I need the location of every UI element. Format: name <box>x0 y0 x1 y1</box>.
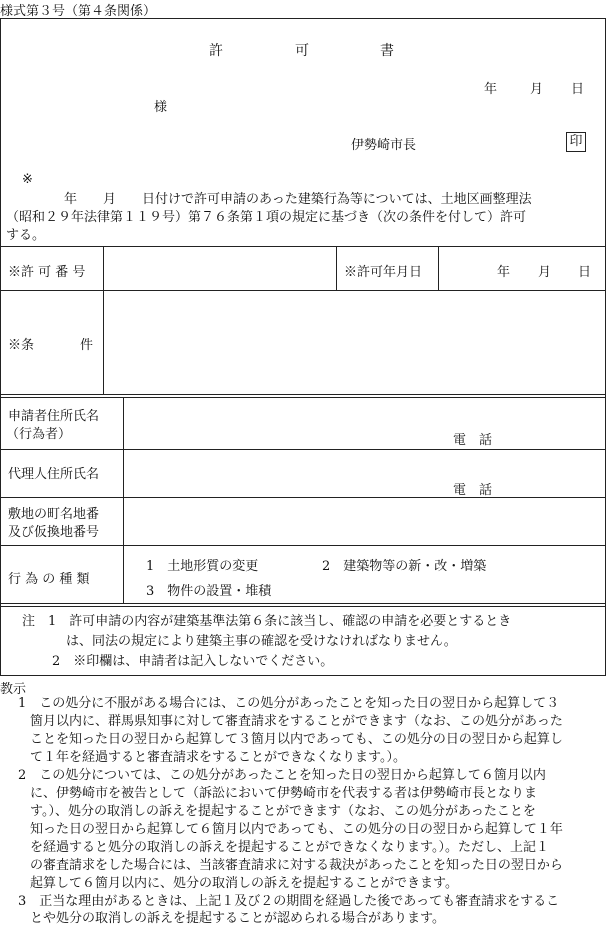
agent-label: 代理人住所氏名 <box>8 467 100 482</box>
note-line-3: 2 ※印欄は、申請者は記入しないでください。 <box>52 654 334 669</box>
row-divider-3b <box>0 397 606 398</box>
instruction-line-7: す。）、処分の取消しの訴えを提起することができます（なお、この処分があったことを <box>30 804 536 819</box>
instruction-line-2: 箇月以内に、群馬県知事に対して審査請求をすることができます（なお、この処分があった <box>30 714 563 729</box>
action-type-label: 行 為 の 種 類 <box>8 572 90 587</box>
col-divider-label <box>103 246 104 394</box>
row-divider-2 <box>0 290 606 291</box>
lot-label-1: 敷地の町名地番 <box>8 507 100 522</box>
col-divider-date-value <box>438 246 439 290</box>
instruction-line-6: に、伊勢崎市を被告として（訴訟において伊勢崎市を代表する者は伊勢崎市長となりま <box>30 786 538 801</box>
conditions-label-a: ※条 <box>8 338 35 353</box>
frame-bottom <box>0 675 606 676</box>
instruction-line-5: 2 この処分については、この処分があったことを知った日の翌日から起算して６箇月以内 <box>18 768 546 783</box>
row-divider-5 <box>0 497 606 498</box>
permit-date-label: ※許可年月日 <box>344 265 423 280</box>
instruction-line-10: の審査請求をした場合には、当該審査請求に対する裁決があったことを知った日の翌日から <box>30 858 563 873</box>
instruction-line-4: て１年を経過すると審査請求をすることができなくなります。）。 <box>30 750 406 765</box>
action-type-3: 3 物件の設置・堆積 <box>146 584 272 599</box>
row-divider-4 <box>0 449 606 450</box>
instruction-line-13: とや処分の取消しの訴えを提起することが認められる場合があります。 <box>30 911 445 926</box>
form-number: 様式第３号（第４条関係） <box>0 4 157 19</box>
instruction-line-3: ことを知った日の翌日から起算して３箇月以内であっても、この処分の日の翌日から起算し <box>30 732 563 747</box>
instruction-heading: 教示 <box>0 682 27 697</box>
addressee-suffix: 様 <box>154 100 168 115</box>
instruction-line-11: 起算して６箇月以内に、処分の取消しの訴えを提起することができます。 <box>30 876 458 891</box>
permit-body-line-2: （昭和２９年法律第１１９号）第７６条第１項の規定に基づき（次の条件を付して）許可 <box>6 210 527 225</box>
permit-body-line-3: する。 <box>6 228 46 243</box>
permit-date-day: 日 <box>578 265 592 280</box>
permit-date-month: 月 <box>538 265 552 280</box>
permit-number-label: ※許 可 番 号 <box>8 265 86 280</box>
asterisk-mark: ※ <box>22 172 33 187</box>
date-day-label: 日 <box>571 82 585 97</box>
title-char-1: 許 <box>209 43 223 59</box>
lot-label-2: 及び仮換地番号 <box>8 525 100 540</box>
action-type-2: 2 建築物等の新・改・増築 <box>322 559 487 574</box>
date-month-label: 月 <box>530 82 544 97</box>
col-divider-applicant <box>123 397 124 603</box>
row-divider-7b <box>0 606 606 607</box>
row-divider-1 <box>0 246 606 247</box>
permit-date-year: 年 <box>497 265 511 280</box>
applicant-label-1: 申請者住所氏名 <box>8 409 100 424</box>
issuer-name: 伊勢崎市長 <box>351 138 417 153</box>
instruction-line-1: 1 この処分に不服がある場合には、この処分があったことを知った日の翌日から起算して３ <box>18 696 560 711</box>
action-type-1: 1 土地形質の変更 <box>146 559 259 574</box>
frame-top <box>0 18 606 19</box>
applicant-label-2: （行為者） <box>6 427 72 442</box>
title-char-2: 可 <box>295 43 309 59</box>
agent-phone-label: 電 話 <box>453 483 493 498</box>
instruction-line-9: を経過すると処分の取消しの訴えを提起することができなくなります。）。ただし、上記１ <box>30 840 549 855</box>
row-divider-7 <box>0 603 606 604</box>
note-line-1: 注 1 許可申請の内容が建築基準法第６条に該当し、確認の申請を必要とするとき <box>22 614 512 629</box>
applicant-phone-label: 電 話 <box>453 433 493 448</box>
seal-mark: 印 <box>566 132 586 152</box>
date-year-label: 年 <box>484 82 498 97</box>
conditions-label-b: 件 <box>80 338 94 353</box>
permit-body-line-1: 年 月 日付けで許可申請のあった建築行為等については、土地区画整理法 <box>64 192 532 207</box>
title-char-3: 書 <box>380 43 394 59</box>
note-line-2: は、同法の規定により建築主事の確認を受けなければなりません。 <box>66 634 457 649</box>
row-divider-3 <box>0 394 606 395</box>
frame-left <box>0 18 1 676</box>
instruction-line-12: 3 正当な理由があるときは、上記１及び２の期間を経過した後であっても審査請求をするこ <box>18 894 560 909</box>
row-divider-6 <box>0 545 606 546</box>
col-divider-date <box>336 246 337 290</box>
instruction-line-8: 知った日の翌日から起算して６箇月以内であっても、この処分の日の翌日から起算して１年 <box>30 822 563 837</box>
